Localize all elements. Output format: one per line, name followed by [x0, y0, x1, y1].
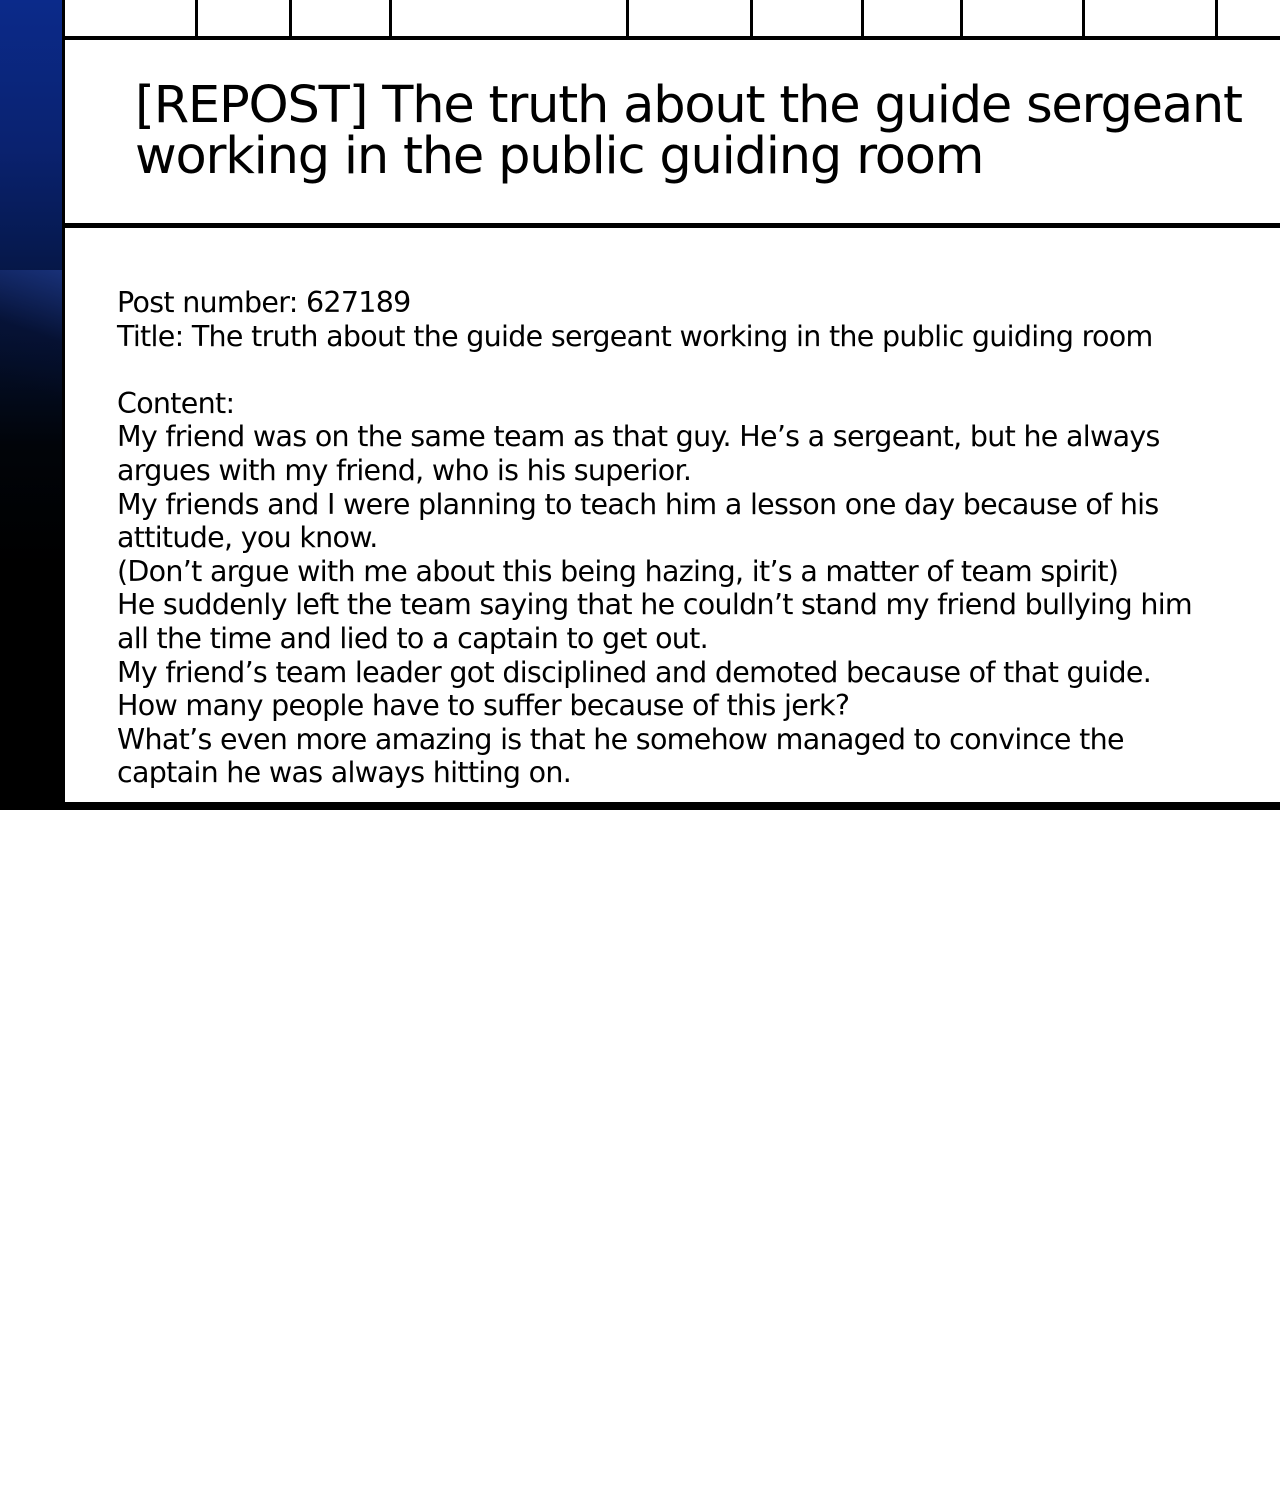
- post-heading-line: [REPOST] The truth about the guide sergeant: [135, 76, 1242, 135]
- body-line: (Don’t argue with me about this being hazing, it’s a matter of team spirit): [117, 554, 1119, 588]
- post-number: Post number: 627189: [117, 286, 411, 319]
- menu-cell[interactable]: [753, 0, 864, 36]
- body-line: captain he was always hitting on.: [117, 756, 572, 790]
- body-line: He suddenly left the team saying that he couldn’t stand my friend bullying him: [117, 588, 1192, 622]
- screen-bezel-left: [0, 0, 62, 810]
- menu-cell[interactable]: [65, 0, 198, 36]
- content-label: Content:: [117, 386, 235, 420]
- body-line: attitude, you know.: [117, 521, 378, 555]
- body-line: My friend was on the same team as that guy. He’s a sergeant, but he always: [117, 420, 1160, 454]
- menu-cell[interactable]: [198, 0, 292, 36]
- menu-cell[interactable]: [963, 0, 1085, 36]
- body-line: How many people have to suffer because of this jerk?: [117, 689, 850, 723]
- post-body: [117, 286, 1280, 790]
- post-title-line: Title: The truth about the guide sergeant working in the public guiding room: [117, 319, 1153, 353]
- menu-cell[interactable]: [292, 0, 392, 36]
- post-heading-line: working in the public guiding room: [135, 127, 984, 186]
- spacer: [117, 353, 1280, 387]
- post-heading-box: [65, 40, 1280, 228]
- post-heading: [135, 76, 1280, 186]
- body-line: My friend’s team leader got disciplined and demoted because of that guide.: [117, 655, 1152, 689]
- window-bottom-border: [62, 802, 1280, 810]
- menu-cell[interactable]: [629, 0, 753, 36]
- body-line: argues with my friend, who is his superior.: [117, 453, 692, 487]
- menu-cell[interactable]: [864, 0, 963, 36]
- body-line: all the time and lied to a captain to get out.: [117, 621, 709, 655]
- menu-cell[interactable]: [1085, 0, 1218, 36]
- body-line: What’s even more amazing is that he somehow managed to convince the: [117, 722, 1124, 756]
- menu-cell[interactable]: [392, 0, 629, 36]
- forum-post-window: [62, 0, 1280, 802]
- body-line: My friends and I were planning to teach him a lesson one day because of his: [117, 487, 1159, 521]
- menu-cell[interactable]: [1218, 0, 1280, 36]
- menu-bar: [65, 0, 1280, 40]
